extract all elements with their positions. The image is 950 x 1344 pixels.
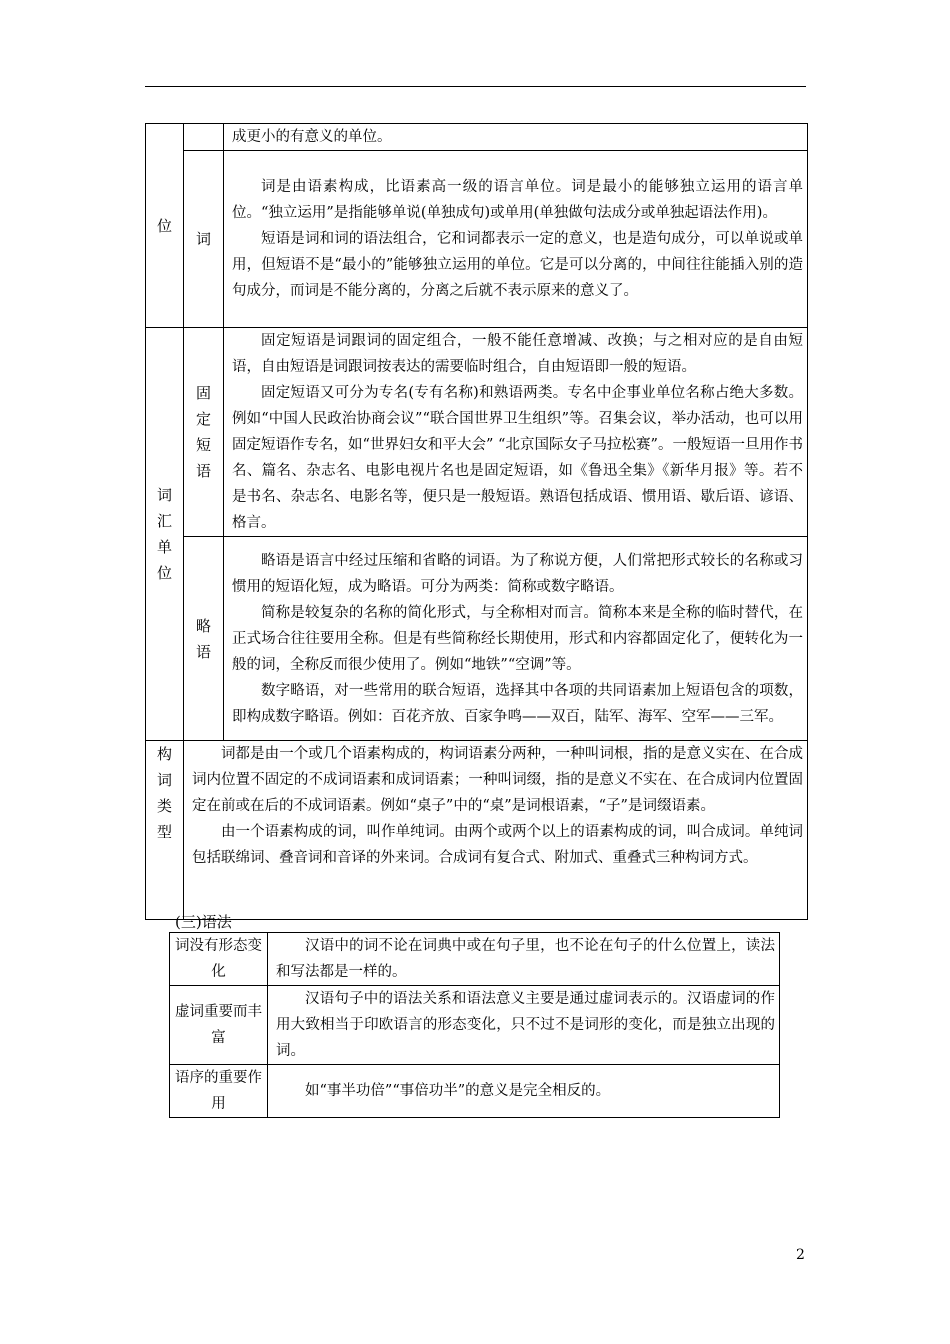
category-label: 构词类型 xyxy=(157,745,173,841)
subcategory-label: 词 xyxy=(196,230,212,248)
paragraph: 词都是由一个或几个语素构成的，构词语素分两种，一种叫词根，指的是意义实在、在合成词内位置不固定的不成词语素和成词语素；一种叫词缀，指的是意义不实在、在合成词内位置固定在前或在后的不成词语素。例如“桌子”中的“桌”是词根语素，“子”是词缀语素。 xyxy=(192,746,803,814)
content-cell xyxy=(224,537,808,741)
category-cell xyxy=(146,741,184,920)
paragraph: 略语是语言中经过压缩和省略的词语。为了称说方便，人们常把形式较长的名称或习惯用的短语化短，成为略语。可分为两类：简称或数字略语。 xyxy=(232,552,803,595)
header-rule xyxy=(145,86,806,87)
paragraph: 由一个语素构成的词，叫作单纯词。由两个或两个以上的语素构成的词，叫合成词。单纯词包括联绵词、叠音词和音译的外来词。合成词有复合式、附加式、重叠式三种构词方式。 xyxy=(192,824,803,866)
paragraph: 成更小的有意义的单位。 xyxy=(232,129,392,145)
content-cell xyxy=(224,151,808,328)
table-row xyxy=(146,537,808,741)
subcategory-cell xyxy=(184,151,224,328)
subcategory-label: 略语 xyxy=(196,616,212,661)
table-row xyxy=(146,124,808,151)
category-label: 词汇单位 xyxy=(157,486,173,582)
subcategory-cell xyxy=(184,328,224,537)
section-caption: (三)语法 xyxy=(175,913,232,931)
paragraph: 如“事半功倍”“事倍功半”的意义是完全相反的。 xyxy=(305,1083,611,1099)
category-cell xyxy=(146,124,184,328)
paragraph: 汉语句子中的语法关系和语法意义主要是通过虚词表示的。汉语虚词的作用大致相当于印欧语言的形态变化，只不过不是词形的变化，而是独立出现的词。 xyxy=(276,991,775,1059)
page-number: 2 xyxy=(796,1247,805,1263)
paragraph: 汉语中的词不论在词典中或在句子里，也不论在句子的什么位置上，读法和写法都是一样的。 xyxy=(276,938,775,980)
subcategory-cell xyxy=(184,537,224,741)
grammar-table xyxy=(169,932,780,1118)
subcategory-label: 固定短语 xyxy=(196,384,212,480)
table-row xyxy=(146,328,808,537)
table-row xyxy=(146,741,808,920)
lexical-units-table xyxy=(145,123,808,920)
feature-text xyxy=(268,1065,780,1118)
subcategory-cell xyxy=(184,124,224,151)
content-cell xyxy=(224,124,808,151)
category-label: 位 xyxy=(157,216,173,235)
paragraph: 简称是较复杂的名称的简化形式，与全称相对而言。简称本来是全称的临时替代，在正式场合往往要用全称。但是有些简称经长期使用，形式和内容都固定化了，便转化为一般的词，全称反而很少使用了。例如“地铁”“空调”等。 xyxy=(232,604,803,673)
feature-label: 语序的重要作用 xyxy=(170,1065,268,1118)
table-row xyxy=(170,1065,780,1118)
feature-label: 词没有形态变化 xyxy=(170,933,268,986)
feature-text xyxy=(268,986,780,1065)
paragraph: 固定短语是词跟词的固定组合，一般不能任意增减、改换；与之相对应的是自由短语，自由短语是词跟词按表达的需要临时组合，自由短语即一般的短语。 xyxy=(232,333,803,375)
table-row xyxy=(170,933,780,986)
feature-text xyxy=(268,933,780,986)
paragraph: 数字略语，对一些常用的联合短语，选择其中各项的共同语素加上短语包含的项数，即构成数字略语。例如：百花齐放、百家争鸣——双百，陆军、海军、空军——三军。 xyxy=(232,682,803,725)
paragraph: 短语是词和词的语法组合，它和词都表示一定的意义，也是造句成分，可以单说或单用，但短语不是“最小的”能够独立运用的单位。它是可以分离的，中间往往能插入别的造句成分，而词是不能分离的，分离之后就不表示原来的意义了。 xyxy=(232,231,803,299)
content-cell xyxy=(224,328,808,537)
paragraph: 词是由语素构成，比语素高一级的语言单位。词是最小的能够独立运用的语言单位。“独立运用”是指能够单说(单独成句)或单用(单独做句法成分或单独起语法作用)。 xyxy=(232,179,803,221)
category-cell xyxy=(146,328,184,741)
content-cell xyxy=(184,741,808,920)
table-row xyxy=(170,986,780,1065)
feature-label: 虚词重要而丰富 xyxy=(170,986,268,1065)
table-row xyxy=(146,151,808,328)
paragraph: 固定短语又可分为专名(专有名称)和熟语两类。专名中企事业单位名称占绝大多数。例如“中国人民政治协商会议”“联合国世界卫生组织”等。召集会议，举办活动，也可以用固定短语作专名，如“世界妇女和平大会” “北京国际女子马拉松赛”。一般短语一旦用作书名、篇名、杂志名、电影电视片名也是固定短语，如《鲁迅全集》《新华月报》等。若不是书名、杂志名、电影名等，便只是一般短语。熟语包括成语、惯用语、歇后语、谚语、格言。 xyxy=(232,385,803,531)
